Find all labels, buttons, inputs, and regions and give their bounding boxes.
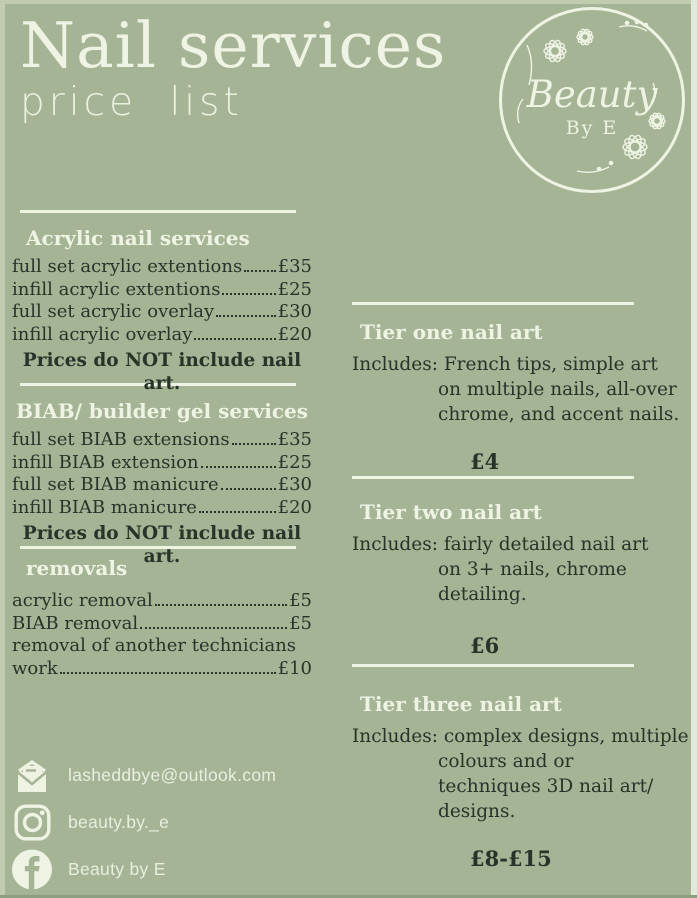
service-label: full set BIAB extensions xyxy=(12,429,230,450)
service-price: £5 xyxy=(289,612,312,634)
price-row xyxy=(12,429,312,452)
section-header: Acrylic nail services xyxy=(26,226,250,250)
price-row xyxy=(12,658,312,681)
tier-price: £8-£15 xyxy=(470,846,552,871)
service-label: full set acrylic overlay xyxy=(12,301,215,322)
service-label: infill BIAB extension xyxy=(12,451,199,473)
section-acrylic xyxy=(12,226,312,395)
instagram-icon xyxy=(12,804,52,841)
divider xyxy=(352,664,634,667)
tier-one-section xyxy=(352,320,680,474)
instagram-handle: beauty.by._e xyxy=(68,812,170,832)
service-price: £35 xyxy=(277,429,312,450)
brand-subname: By E xyxy=(565,116,619,139)
tier-description-line: chrome, and accent nails. xyxy=(438,404,680,425)
service-label: infill BIAB manicure xyxy=(12,496,197,518)
service-price: £5 xyxy=(289,590,312,611)
tier-two-section xyxy=(352,500,652,658)
dot-leader xyxy=(201,466,276,468)
tier-header: Tier three nail art xyxy=(360,692,562,716)
dot-leader xyxy=(60,672,276,674)
price-row xyxy=(12,256,312,279)
dot-leader xyxy=(221,488,276,490)
page-edge-left xyxy=(0,0,5,898)
price-row xyxy=(12,590,312,613)
service-label: full set acrylic extentions xyxy=(12,256,243,277)
tier-description-line: on multiple nails, all-over xyxy=(438,379,677,400)
title-block xyxy=(20,9,447,126)
service-label: infill acrylic overlay xyxy=(12,323,193,345)
dot-leader xyxy=(232,443,276,445)
facebook-name: Beauty by E xyxy=(68,859,166,879)
price-row xyxy=(12,635,312,658)
page-edge-top xyxy=(0,0,697,4)
dot-leader xyxy=(216,315,275,317)
service-price: £30 xyxy=(277,301,312,322)
section-note: Prices do NOT include nail art. xyxy=(22,350,302,394)
price-row xyxy=(12,324,312,347)
dot-leader xyxy=(199,511,276,513)
section-biab xyxy=(12,399,312,568)
facebook-icon xyxy=(12,849,52,890)
service-label: infill acrylic extentions xyxy=(12,278,221,300)
page-title: Nail services xyxy=(20,9,447,82)
price-row xyxy=(12,474,312,497)
service-label: removal of another technicians xyxy=(12,635,297,656)
page-subtitle: price list xyxy=(20,80,243,126)
price-row xyxy=(12,613,312,636)
service-price: £10 xyxy=(277,657,312,679)
tier-price: £6 xyxy=(470,633,500,658)
service-price: £25 xyxy=(277,278,312,300)
tier-description-line: colours and or xyxy=(438,751,574,772)
dot-leader xyxy=(155,604,287,606)
divider xyxy=(20,210,296,213)
tier-price: £4 xyxy=(470,449,500,474)
contact-row-email xyxy=(12,752,276,799)
tier-description-line: designs. xyxy=(438,801,516,822)
brand-name: Beauty xyxy=(526,72,658,116)
service-price: £20 xyxy=(277,496,312,518)
contact-row-facebook xyxy=(12,846,276,893)
page-edge-right xyxy=(691,0,697,898)
tier-description-line: Includes: French tips, simple art xyxy=(352,354,658,375)
price-row xyxy=(12,279,312,302)
tier-header: Tier two nail art xyxy=(360,500,542,524)
tier-description-line: Includes: fairly detailed nail art xyxy=(352,534,649,555)
tier-description-line: techniques 3D nail art/ xyxy=(438,776,654,797)
price-row xyxy=(12,452,312,475)
tier-header: Tier one nail art xyxy=(360,320,543,344)
service-label: acrylic removal xyxy=(12,590,153,611)
service-label: full set BIAB manicure xyxy=(12,474,219,495)
service-price: £30 xyxy=(277,474,312,495)
dot-leader xyxy=(222,293,275,295)
tier-description-line: Includes: complex designs, multiple xyxy=(352,726,689,747)
divider xyxy=(352,302,634,305)
service-label: BIAB removal xyxy=(12,612,139,634)
service-label: work xyxy=(12,657,58,679)
section-header: BIAB/ builder gel services xyxy=(15,399,309,423)
tier-three-section xyxy=(352,692,689,871)
email-address: lasheddbye@outlook.com xyxy=(68,765,277,785)
brand-logo xyxy=(499,7,685,193)
contact-row-instagram xyxy=(12,799,276,846)
dot-leader xyxy=(194,338,275,340)
section-removals xyxy=(12,556,312,680)
dot-leader xyxy=(244,270,275,272)
service-price: £25 xyxy=(277,451,312,473)
service-price: £35 xyxy=(277,256,312,277)
divider xyxy=(352,476,634,479)
section-note: Prices do NOT include nail art. xyxy=(22,523,302,567)
email-icon xyxy=(12,758,52,794)
tier-description-line: on 3+ nails, chrome xyxy=(438,559,627,580)
tier-description-line: detailing. xyxy=(438,584,527,605)
contact-block xyxy=(12,752,276,893)
section-header: removals xyxy=(26,556,128,580)
price-row xyxy=(12,497,312,520)
floral-wreath-icon xyxy=(499,7,685,193)
dot-leader xyxy=(140,627,287,629)
price-row xyxy=(12,301,312,324)
service-price: £20 xyxy=(277,323,312,345)
